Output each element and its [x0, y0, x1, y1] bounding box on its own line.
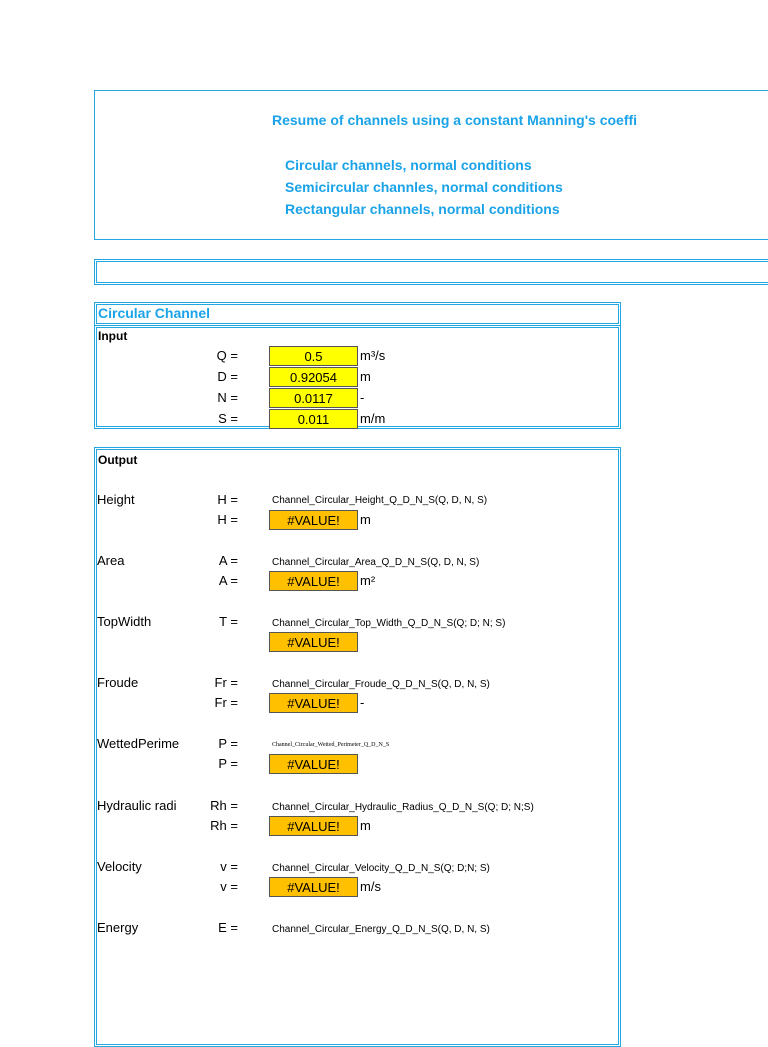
- output-wetted-perimeter-name: WettedPerime: [97, 736, 180, 751]
- output-topwidth-sym: T =: [219, 614, 238, 629]
- input-d-label: D =: [217, 369, 238, 384]
- output-wetted-perimeter-sym: P =: [218, 736, 238, 751]
- output-area-sym: A =: [218, 553, 238, 568]
- output-topwidth-name: TopWidth: [97, 614, 152, 629]
- separator-bar: [94, 259, 768, 285]
- output-label: Output: [98, 453, 138, 467]
- output-froude-sym2: Fr =: [214, 695, 238, 710]
- output-velocity-name: Velocity: [97, 859, 142, 874]
- output-area-sym2: A =: [218, 573, 238, 588]
- input-q-cell[interactable]: 0.5: [269, 346, 358, 366]
- output-wetted-perimeter-formula: Channel_Circular_Wetted_Perimeter_Q_D_N_S: [272, 742, 390, 748]
- input-s-label: S =: [218, 411, 238, 426]
- circular-channel-title: Circular Channel: [98, 305, 211, 321]
- input-n-label: N =: [217, 390, 238, 405]
- output-hydraulic-radius-sym2: Rh =: [210, 818, 238, 833]
- input-n-unit: -: [360, 390, 365, 405]
- output-hydraulic-radius-sym: Rh =: [210, 798, 238, 813]
- output-area-unit: m²: [360, 573, 376, 588]
- output-hydraulic-radius-unit: m: [360, 818, 371, 833]
- input-label: Input: [98, 329, 128, 343]
- link-semicircular-channels[interactable]: Semicircular channles, normal conditions: [285, 179, 563, 195]
- output-height-formula: Channel_Circular_Height_Q_D_N_S(Q, D, N, S): [272, 495, 488, 506]
- output-froude-cell[interactable]: #VALUE!: [269, 693, 358, 713]
- input-q-label: Q =: [216, 348, 238, 363]
- output-velocity-formula: Channel_Circular_Velocity_Q_D_N_S(Q; D;N; S): [272, 863, 490, 874]
- output-height-sym2: H =: [217, 512, 238, 527]
- input-d-unit: m: [360, 369, 371, 384]
- output-froude-unit: -: [360, 695, 365, 710]
- output-topwidth-cell[interactable]: #VALUE!: [269, 632, 358, 652]
- output-wetted-perimeter-cell[interactable]: #VALUE!: [269, 754, 358, 774]
- output-froude-formula: Channel_Circular_Froude_Q_D_N_S(Q, D, N, S): [272, 679, 490, 690]
- output-energy-formula: Channel_Circular_Energy_Q_D_N_S(Q, D, N, S): [272, 924, 490, 935]
- input-d-cell[interactable]: 0.92054: [269, 367, 358, 387]
- output-froude-name: Froude: [97, 675, 139, 690]
- output-energy-sym: E =: [218, 920, 238, 935]
- output-height-sym: H =: [217, 492, 238, 507]
- output-wetted-perimeter-sym2: P =: [218, 756, 238, 771]
- output-height-name: Height: [97, 492, 135, 507]
- input-n-cell[interactable]: 0.0117: [269, 388, 358, 408]
- input-s-cell[interactable]: 0.011: [269, 409, 358, 429]
- output-height-cell[interactable]: #VALUE!: [269, 510, 358, 530]
- output-area-name: Area: [97, 553, 125, 568]
- output-hydraulic-radius-formula: Channel_Circular_Hydraulic_Radius_Q_D_N_S(Q; D; N;S): [272, 802, 534, 813]
- output-froude-sym: Fr =: [214, 675, 238, 690]
- output-topwidth-formula: Channel_Circular_Top_Width_Q_D_N_S(Q; D; N; S): [272, 618, 506, 629]
- link-circular-channels[interactable]: Circular channels, normal conditions: [285, 157, 532, 173]
- input-s-unit: m/m: [360, 411, 386, 426]
- output-velocity-unit: m/s: [360, 879, 381, 894]
- output-velocity-cell[interactable]: #VALUE!: [269, 877, 358, 897]
- output-velocity-sym2: v =: [220, 879, 238, 894]
- page-title: Resume of channels using a constant Manning's coeffi: [272, 112, 638, 128]
- output-velocity-sym: v =: [220, 859, 238, 874]
- output-height-unit: m: [360, 512, 371, 527]
- output-hydraulic-radius-cell[interactable]: #VALUE!: [269, 816, 358, 836]
- output-hydraulic-radius-name: Hydraulic radi: [97, 798, 177, 813]
- link-rectangular-channels[interactable]: Rectangular channels, normal conditions: [285, 201, 560, 217]
- output-energy-name: Energy: [97, 920, 139, 935]
- input-q-unit: m³/s: [360, 348, 386, 363]
- output-area-cell[interactable]: #VALUE!: [269, 571, 358, 591]
- output-area-formula: Channel_Circular_Area_Q_D_N_S(Q, D, N, S): [272, 557, 480, 568]
